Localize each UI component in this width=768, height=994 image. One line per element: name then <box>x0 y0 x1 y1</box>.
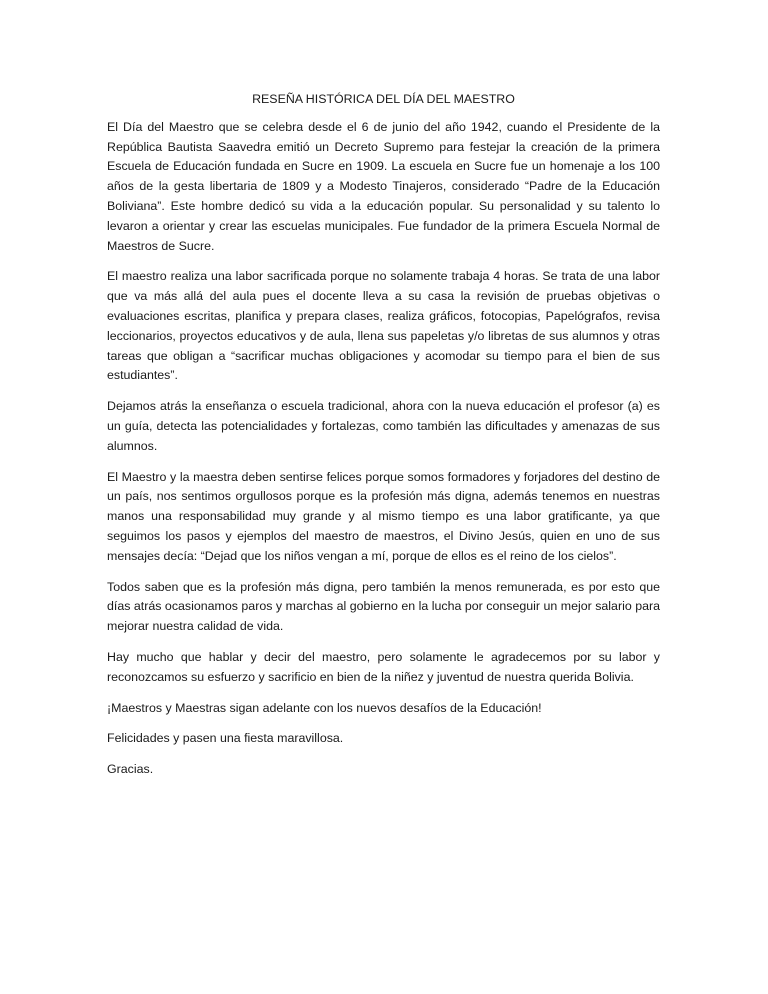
paragraph-congratulations: Felicidades y pasen una fiesta maravillosa. <box>107 731 344 746</box>
document-title: RESEÑA HISTÓRICA DEL DÍA DEL MAESTRO <box>252 92 515 106</box>
paragraph-origin: El Día del Maestro que se celebra desde el 6 de junio del año 1942, cuando el Presidente de la República Bautista Saavedra emitió un Decreto Supremo para festejar la creación de la primera Escuela de Educación fundada en Sucre en 1909. La escuela en Sucre fue un homenaje a los 100 años de la gesta libertaria de 1809 y a Modesto Tinajeros, considerado “Padre de la Educación Boliviana”. Este hombre dedicó su vida a la educación popular. Su personalidad y su talento lo levaron a orientar y crear las escuelas municipales. Fue fundador de la primera Escuela Normal de Maestros de Sucre. <box>107 119 660 253</box>
paragraph-education: Dejamos atrás la enseñanza o escuela tradicional, ahora con la nueva educación el profesor (a) es un guía, detecta las potencialidades y fortalezas, como también las dificultades y amenazas de sus alumnos. <box>107 399 660 453</box>
paragraph-salary: Todos saben que es la profesión más digna, pero también la menos remunerada, es por esto que días atrás ocasionamos paros y marchas al gobierno en la lucha por conseguir un mejor salario para mejorar nuestra calidad de vida. <box>107 579 660 634</box>
paragraph-pride: El Maestro y la maestra deben sentirse felices porque somos formadores y forjadores del destino de un país, nos sentimos orgullosos porque es la profesión más digna, además tenemos en nuestras manos una responsabilidad muy grande y al mismo tiempo es una labor gratificante, ya que seguimos los pasos y ejemplos del maestro de maestros, el Divino Jesús, quien en uno de sus mensajes decía: “Dejad que los niños vengan a mí, porque de ellos es el reino de los cielos”. <box>107 469 660 563</box>
paragraph-thanks: Gracias. <box>107 762 154 777</box>
paragraph-labor: El maestro realiza una labor sacrificada porque no solamente trabaja 4 horas. Se trata de una labor que va más allá del aula pues el docente lleva a su casa la revisión de pruebas objetivas o evaluaciones escritas, planifica y prepara clases, realiza gráficos, fotocopias, Papelógrafos, revisa leccionarios, proyectos educativos y de aula, llena sus papeletas y/o libretas de sus alumnos y otras tareas que obligan a “sacrificar muchas obligaciones y acomodar su tiempo para el bien de sus estudiantes”. <box>107 269 660 383</box>
paragraph-gratitude: Hay mucho que hablar y decir del maestro, pero solamente le agradecemos por su labor y reconozcamos su esfuerzo y sacrificio en bien de la niñez y juventud de nuestra querida Bolivia. <box>107 649 660 684</box>
document-body <box>107 90 660 791</box>
paragraph-exhortation: ¡Maestros y Maestras sigan adelante con los nuevos desafíos de la Educación! <box>107 700 542 715</box>
